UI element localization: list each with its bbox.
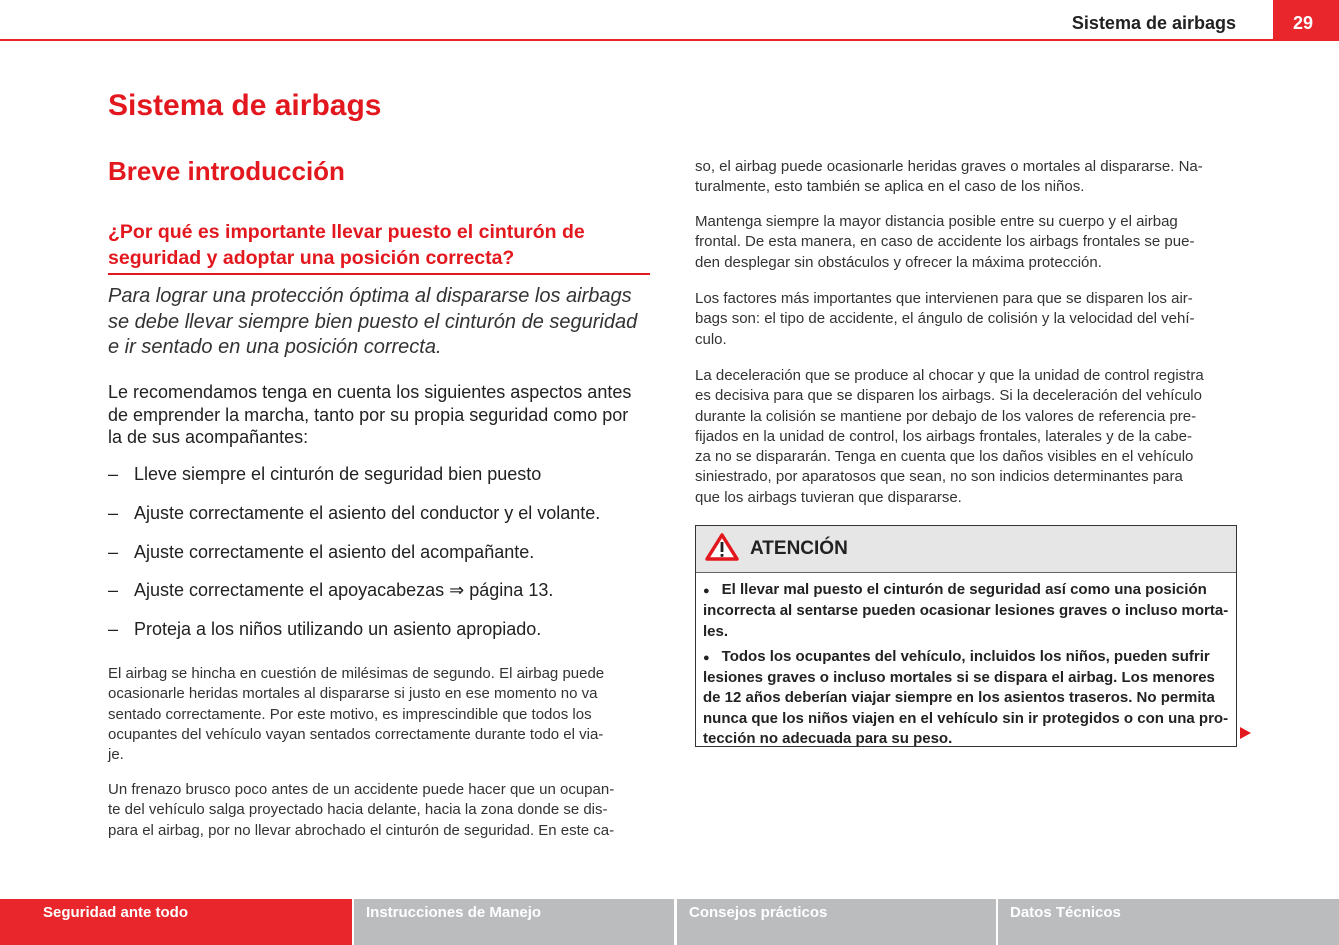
warning-item bbox=[703, 580, 1229, 642]
paragraph-line: turalmente, esto también se aplica en el caso de los niños. bbox=[695, 178, 1085, 196]
bullet-icon: ● bbox=[703, 585, 710, 597]
paragraph-line: culo. bbox=[695, 330, 727, 348]
warning-body bbox=[696, 573, 1236, 751]
list-item-text: Ajuste correctamente el asiento del acompañante. bbox=[134, 541, 535, 562]
warning-line bbox=[703, 729, 1229, 749]
warning-line bbox=[703, 647, 1229, 668]
lead-line: Le recomendamos tenga en cuenta los siguientes aspectos antes bbox=[108, 382, 632, 402]
paragraph-line: Los factores más importantes que intervienen para que se disparen los air- bbox=[695, 290, 1193, 307]
warning-line bbox=[703, 709, 1229, 729]
intro-line: Para lograr una protección óptima al dispararse los airbags bbox=[108, 285, 632, 307]
warning-line bbox=[703, 688, 1229, 708]
list-item bbox=[108, 619, 600, 658]
body-paragraph bbox=[108, 780, 614, 841]
warning-line-text: incorrecta al sentarse pueden ocasionar lesiones graves o incluso morta- bbox=[703, 602, 1229, 620]
paragraph-line: za no se dispararán. Tenga en cuenta que los daños visibles en el vehículo bbox=[695, 448, 1194, 466]
paragraph-line: bags son: el tipo de accidente, el ángulo de colisión y la velocidad del vehí- bbox=[695, 310, 1195, 328]
body-paragraph bbox=[108, 664, 604, 765]
dash-marker: – bbox=[108, 502, 119, 523]
intro-line: e ir sentado en una posición correcta. bbox=[108, 336, 442, 358]
paragraph-line: den desplegar sin obstáculos y ofrecer la máxima protección. bbox=[695, 253, 1102, 271]
paragraph-line: frontal. De esta manera, en caso de accidente los airbags frontales se pue- bbox=[695, 233, 1195, 251]
header-rule bbox=[0, 39, 1339, 41]
subheading bbox=[108, 219, 650, 275]
warning-line-text: de 12 años deberían viajar siempre en los asientos traseros. No permita bbox=[703, 689, 1215, 707]
list-item bbox=[108, 503, 600, 542]
list-item-text: Ajuste correctamente el asiento del conductor y el volante. bbox=[134, 502, 601, 523]
list-item bbox=[108, 464, 600, 503]
paragraph-line: ocupantes del vehículo vayan sentados correctamente durante todo el via- bbox=[108, 725, 604, 743]
paragraph-line: que los airbags tuvieran que dispararse. bbox=[695, 488, 962, 506]
subheading-line: seguridad y adoptar una posición correcta? bbox=[108, 247, 515, 269]
warning-line bbox=[703, 601, 1229, 621]
list-item-text: Ajuste correctamente el apoyacabezas ⇒ página 13. bbox=[134, 580, 554, 601]
warning-line-text: tección no adecuada para su peso. bbox=[703, 730, 953, 748]
body-paragraph bbox=[695, 212, 1194, 273]
subheading-line: ¿Por qué es importante llevar puesto el cinturón de bbox=[108, 221, 585, 243]
footer-tab-instrucciones[interactable]: Instrucciones de Manejo bbox=[354, 899, 674, 945]
lead-line: de emprender la marcha, tanto por su propia seguridad como por bbox=[108, 404, 629, 425]
intro-line: se debe llevar siempre bien puesto el cinturón de seguridad bbox=[108, 310, 638, 333]
warning-line bbox=[703, 622, 1229, 642]
warning-header bbox=[696, 526, 1236, 573]
bullet-icon: ● bbox=[703, 651, 710, 664]
intro-text bbox=[108, 284, 637, 361]
body-paragraph bbox=[695, 289, 1195, 350]
dash-marker: – bbox=[108, 580, 119, 601]
paragraph-line: durante la colisión se mantiene por debajo de los valores de referencia pre- bbox=[695, 407, 1197, 425]
paragraph-line: je. bbox=[108, 746, 124, 764]
paragraph-line: Un frenazo brusco poco antes de un accidente puede hacer que un ocupan- bbox=[108, 781, 615, 798]
paragraph-line: sentado correctamente. Por este motivo, es imprescindible que todos los bbox=[108, 705, 592, 723]
running-header-title: Sistema de airbags bbox=[1071, 13, 1236, 33]
paragraph-line: ocasionarle heridas mortales al dispararse si justo en ese momento no va bbox=[108, 685, 598, 703]
warning-item bbox=[703, 647, 1229, 749]
warning-line bbox=[703, 580, 1229, 601]
warning-box bbox=[695, 525, 1237, 747]
warning-line-text: lesiones graves o incluso mortales si se dispara el airbag. Los menores bbox=[703, 669, 1215, 687]
paragraph-line: siniestrado, por aparatosos que sean, no son indicios determinantes para bbox=[695, 468, 1183, 486]
dash-marker: – bbox=[108, 619, 119, 640]
paragraph-line: so, el airbag puede ocasionarle heridas graves o mortales al dispararse. Na- bbox=[695, 158, 1203, 175]
footer-tab-seguridad[interactable]: Seguridad ante todo bbox=[0, 899, 352, 945]
page-number: 29 bbox=[1273, 0, 1339, 40]
warning-line-text: El llevar mal puesto el cinturón de seguridad así como una posición bbox=[721, 581, 1207, 598]
paragraph-line: Mantenga siempre la mayor distancia posible entre su cuerpo y el airbag bbox=[695, 213, 1178, 230]
dash-marker: – bbox=[108, 464, 119, 484]
warning-triangle-icon bbox=[704, 532, 740, 567]
lead-paragraph bbox=[108, 381, 631, 449]
warning-line-text: les. bbox=[703, 622, 729, 640]
list-item bbox=[108, 580, 600, 619]
continue-arrow-icon bbox=[1240, 727, 1251, 739]
warning-line-text: nunca que los niños viajen en el vehículo sin ir protegidos o con una pro- bbox=[703, 709, 1229, 727]
footer-tab-consejos[interactable]: Consejos prácticos bbox=[677, 899, 996, 945]
list-item bbox=[108, 542, 600, 581]
body-paragraph bbox=[695, 366, 1204, 508]
warning-line bbox=[703, 668, 1229, 688]
paragraph-line: fijados en la unidad de control, los airbags frontales, laterales y de la cabe- bbox=[695, 427, 1192, 445]
paragraph-line: te del vehículo salga proyectado hacia delante, hacia la zona donde se dis- bbox=[108, 801, 608, 819]
paragraph-line: para el airbag, por no llevar abrochado el cinturón de seguridad. En este ca- bbox=[108, 821, 615, 839]
body-paragraph bbox=[695, 157, 1203, 198]
lead-line: la de sus acompañantes: bbox=[108, 427, 309, 448]
checklist bbox=[108, 464, 600, 658]
dash-marker: – bbox=[108, 541, 119, 562]
warning-line-text: Todos los ocupantes del vehículo, incluidos los niños, pueden sufrir bbox=[721, 647, 1210, 665]
paragraph-line: es decisiva para que se disparen los airbags. Si la deceleración del vehículo bbox=[695, 387, 1202, 405]
paragraph-line: La deceleración que se produce al chocar y que la unidad de control registra bbox=[695, 367, 1204, 384]
section-heading: Breve introducción bbox=[108, 156, 345, 186]
footer-tab-datos[interactable]: Datos Técnicos bbox=[998, 899, 1339, 945]
list-item-text: Proteja a los niños utilizando un asiento apropiado. bbox=[134, 619, 542, 640]
paragraph-line: El airbag se hincha en cuestión de milésimas de segundo. El airbag puede bbox=[108, 665, 605, 682]
list-item-text: Lleve siempre el cinturón de seguridad bien puesto bbox=[134, 464, 542, 484]
warning-title: ATENCIÓN bbox=[750, 538, 848, 559]
page-title: Sistema de airbags bbox=[108, 89, 382, 122]
